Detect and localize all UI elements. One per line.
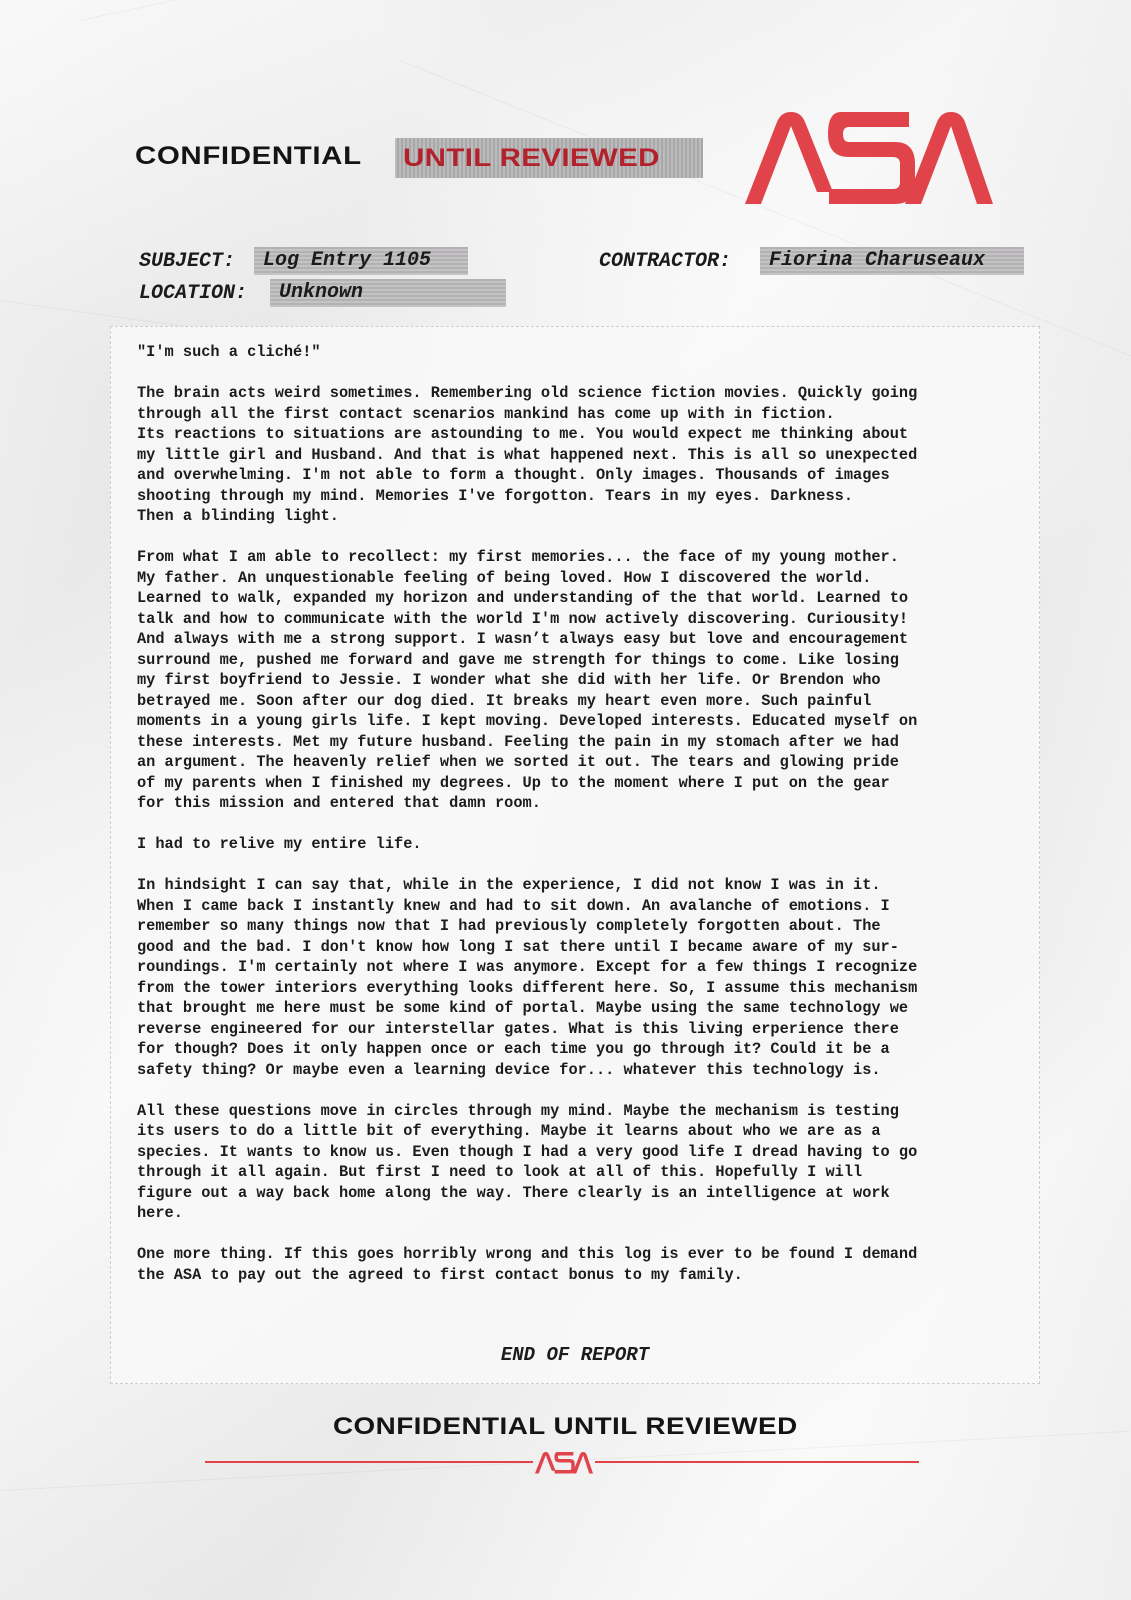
paper-crease <box>400 60 1131 361</box>
location-field <box>270 279 506 307</box>
footer-rule-right <box>595 1461 919 1463</box>
until-reviewed-label: UNTIL REVIEWED <box>403 144 660 172</box>
location-value: Unknown <box>279 281 364 304</box>
report-body <box>137 342 1037 1306</box>
report-paragraph: The brain acts weird sometimes. Remembering old science fiction movies. Quickly going through all the first contact scenarios mankind has come up with in fiction. Its reactions to situations are astounding to me. You would expect me thinking about my little girl and Husband. And that is what happened next. This is all so unexpected and overwhelming. I'm not able to form a thought. Only images. Thousands of images shooting through my mind. Memories I've forgotton. Tears in my eyes. Darkness. Then a blinding light. <box>137 384 918 525</box>
report-paragraph: One more thing. If this goes horribly wrong and this log is ever to be found I demand the ASA to pay out the agreed to first contact bonus to my family. <box>137 1245 918 1284</box>
report-panel <box>110 326 1040 1384</box>
asa-logo <box>745 112 993 206</box>
report-paragraph: I had to relive my entire life. <box>137 835 422 853</box>
footer-title-text: CONFIDENTIAL UNTIL REVIEWED <box>333 1413 798 1440</box>
contractor-field <box>760 247 1024 275</box>
contractor-label: CONTRACTOR: <box>599 250 732 273</box>
report-paragraph: "I'm such a cliché!" <box>137 343 321 361</box>
paper-crease <box>80 0 569 21</box>
confidential-heading: CONFIDENTIAL <box>135 142 362 170</box>
footer-title <box>0 1413 1131 1441</box>
report-paragraph: In hindsight I can say that, while in the experience, I did not know I was in it. When I came back I instantly knew and had to sit down. An avalanche of emotions. I remember so many things now that I had previously completely forgotten about. The good and the bad. I don't know how long I sat there until I became aware of my sur- roundings. I'm certainly not where I was anymore. Except for a few things I recognize from the tower interiors everything looks different here. So, I assume this mechanism that brought me here must be some kind of portal. Maybe using the same technology we reverse engineered for our interstellar gates. What is this living erperience there for though? Does it only happen once or each time you go through it? Could it be a safety thing? Or maybe even a learning device for... whatever this technology is. <box>137 876 918 1079</box>
report-paragraph: From what I am able to recollect: my first memories... the face of my young mother. My father. An unquestionable feeling of being loved. How I discovered the world. Learned to walk, expanded my horizon and understanding of the that world. Learned to talk and how to communicate with the world I'm now actively discovering. Curiousity! And always with me a strong support. I wasn’t always easy but love and encouragement surround me, pushed me forward and gave me strength for things to come. Like losing my first boyfriend to Jessie. I wonder what she did with her life. Or Brendon who betrayed me. Soon after our dog died. It breaks my heart even more. Such painful moments in a young girls life. I kept moving. Developed interests. Educated myself on these interests. Met my future husband. Feeling the pain in my stomach after we had an argument. The heavenly relief when we sorted it out. The tears and glowing pride of my parents when I finished my degrees. Up to the moment where I put on the gear for this mission and entered that damn room. <box>137 548 918 812</box>
contractor-value: Fiorina Charuseaux <box>769 249 986 272</box>
until-reviewed-stamp <box>395 138 703 178</box>
end-of-report: END OF REPORT <box>500 1344 650 1366</box>
asa-logo-small <box>534 1452 594 1474</box>
subject-value: Log Entry 1105 <box>263 249 432 272</box>
footer-rule-left <box>205 1461 533 1463</box>
report-paragraph: All these questions move in circles through my mind. Maybe the mechanism is testing its users to do a little bit of everything. Maybe it learns about who we are as a species. It wants to know us. Even though I had a very good life I dread having to go through it all again. But first I need to look at all of this. Hopefully I will figure out a way back home along the way. There clearly is an intelligence at work here. <box>137 1101 918 1222</box>
location-label: LOCATION: <box>139 282 248 305</box>
subject-field <box>254 247 468 275</box>
subject-label: SUBJECT: <box>139 250 236 273</box>
